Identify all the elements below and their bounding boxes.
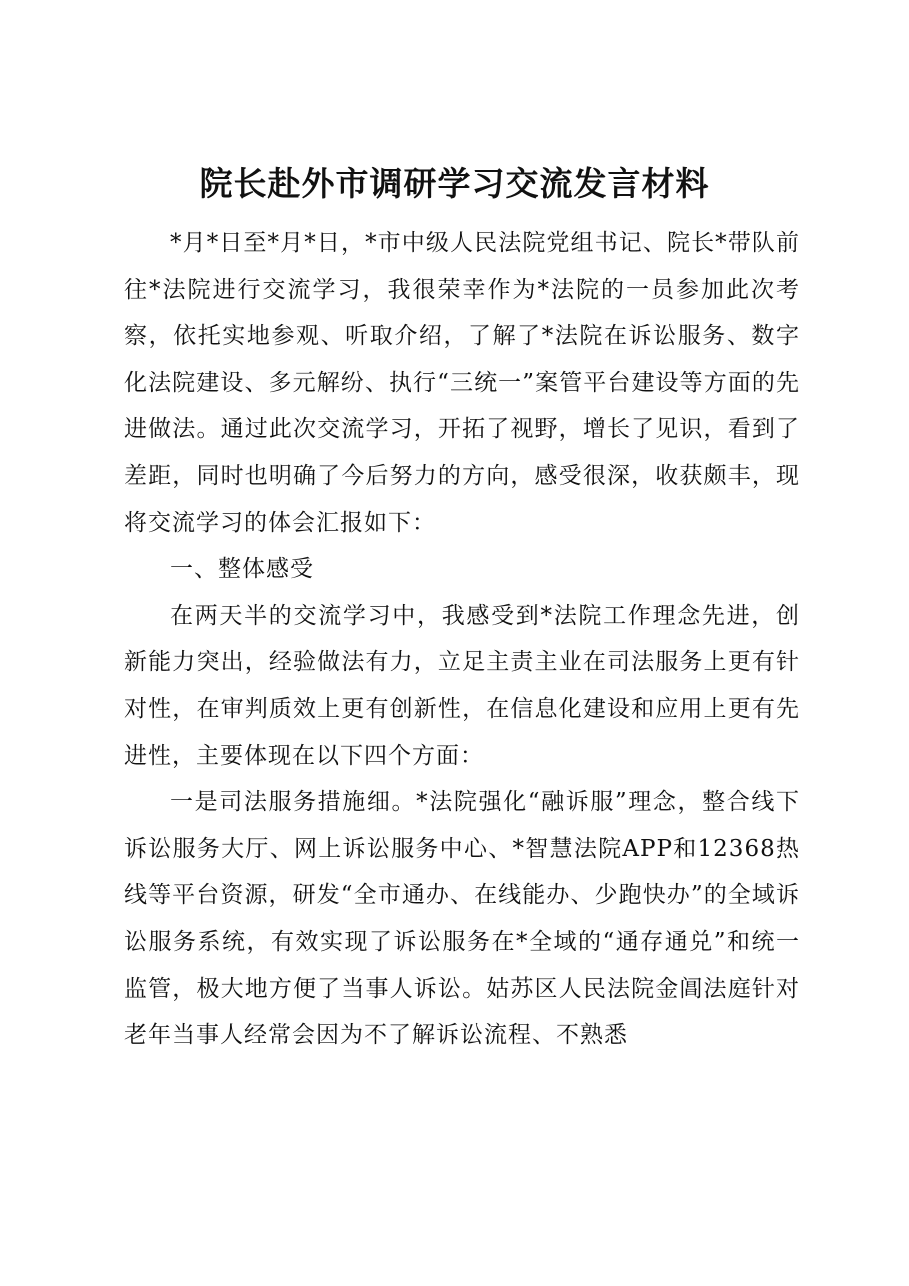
paragraph-judicial-service: 一是司法服务措施细。*法院强化“融诉服”理念，整合线下诉讼服务大厅、网上诉讼服务中心、*智慧法院APP和12368热线等平台资源，研发“全市通办、在线能办、少跑快办”的全域诉讼服务系统，有效实现了诉讼服务在*全域的“通存通兑”和统一监管，极大地方便了当事人诉讼。姑苏区人民法院金阊法庭针对老年当事人经常会因为不了解诉讼流程、不熟悉 xyxy=(124,789,800,1049)
document-title: 院长赴外市调研学习交流发言材料 xyxy=(199,164,710,203)
section-heading-overall: 一、整体感受 xyxy=(170,556,314,583)
paragraph-overall-impression: 在两天半的交流学习中，我感受到*法院工作理念先进，创新能力突出，经验做法有力，立足主责主业在司法服务上更有针对性，在审判质效上更有创新性，在信息化建设和应用上更有先进性，主要体现在以下四个方面： xyxy=(124,602,800,769)
document-body xyxy=(124,220,800,1059)
paragraph-intro: *月*日至*月*日，*市中级人民法院党组书记、院长*带队前往*法院进行交流学习，我很荣幸作为*法院的一员参加此次考察，依托实地参观、听取介绍，了解了*法院在诉讼服务、数字化法院建设、多元解纷、执行“三统一”案管平台建设等方面的先进做法。通过此次交流学习，开拓了视野，增长了见识，看到了差距，同时也明确了今后努力的方向，感受很深，收获颇丰，现将交流学习的体会汇报如下： xyxy=(124,230,801,536)
